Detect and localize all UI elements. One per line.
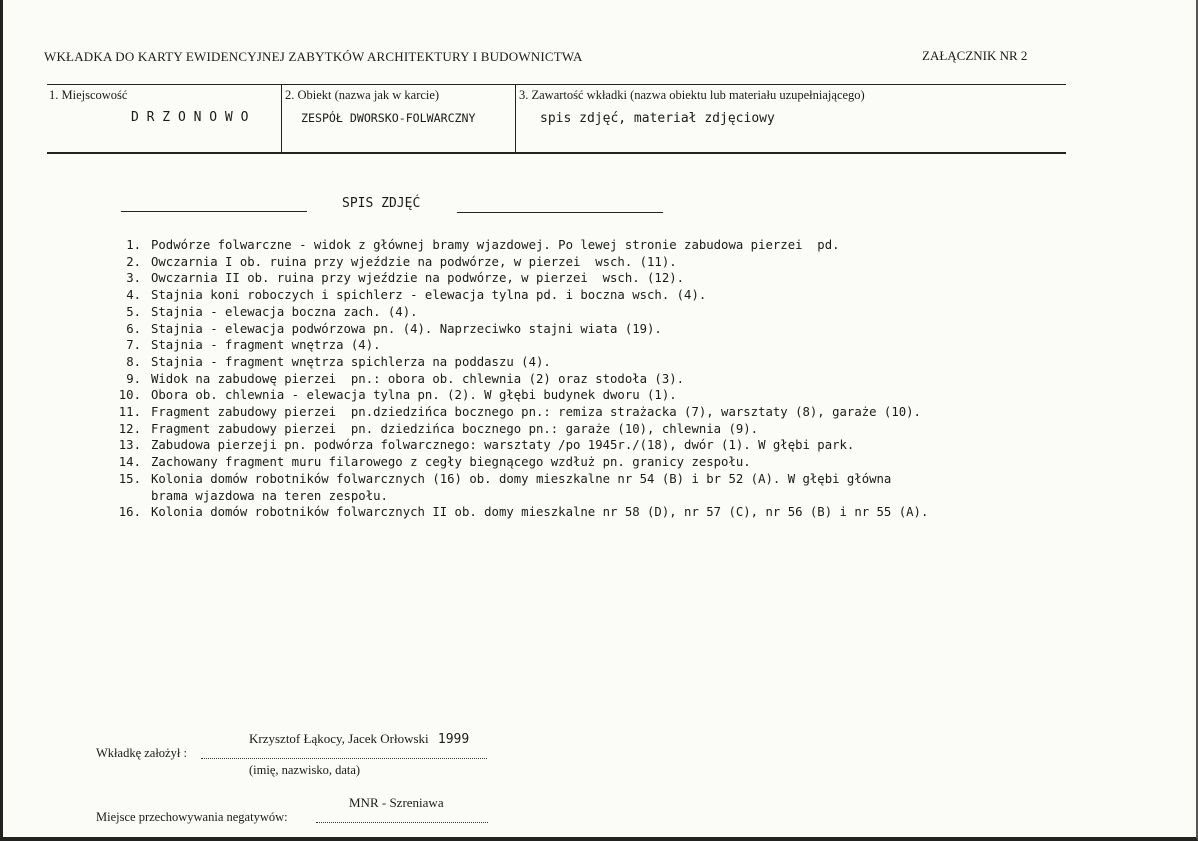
authors-year: 1999 [437, 732, 470, 747]
created-label: Wkładkę założył : [96, 746, 187, 760]
list-item [96, 270, 1096, 287]
item-number: 6. [126, 321, 141, 336]
item-text: Stajnia - fragment wnętrza (4). [151, 338, 381, 353]
item-text: Obora ob. chlewnia - elewacja tylna pn. (2). W głębi budynek dworu (1). [151, 388, 677, 403]
contents-value: spis zdjęć, materiał zdjęciowy [540, 111, 775, 126]
list-item [96, 404, 1096, 421]
item-text: Owczarnia II ob. ruina przy wjeździe na podwórze, w pierzei wsch. (12). [151, 271, 685, 286]
list-item [96, 254, 1096, 271]
list-item [96, 371, 1096, 388]
list-item [96, 354, 1096, 371]
item-text: Widok na zabudowę pierzei pn.: obora ob. chlewnia (2) oraz stodoła (3). [151, 371, 685, 386]
locality-label: 1. Miejscowość [49, 88, 128, 102]
item-number: 15. [118, 471, 141, 486]
authors-names: Krzysztof Łąkocy, Jacek Orłowski [249, 731, 429, 746]
item-number: 14. [118, 455, 141, 470]
list-item [96, 237, 1096, 254]
item-text: Fragment zabudowy pierzei pn.dziedzińca bocznego pn.: remiza strażacka (7), warsztaty (8), garaże (10). [151, 405, 921, 420]
section-rule-right [457, 212, 663, 213]
item-text: Zabudowa pierzeji pn. podwórza folwarcznego: warsztaty /po 1945r./(18), dwór (1). W głębi park. [151, 438, 855, 453]
locality-value: D R Z O N O W O [131, 110, 249, 125]
contents-label: 3. Zawartość wkładki (nazwa obiektu lub materiału uzupełniającego) [519, 88, 865, 102]
table-bottom-rule [47, 152, 1066, 154]
item-number: 4. [126, 288, 141, 303]
table-top-rule [47, 84, 1066, 85]
list-item [96, 387, 1096, 404]
item-number: 10. [118, 388, 141, 403]
created-dotted-line [201, 757, 487, 759]
created-hint: (imię, nazwisko, data) [249, 763, 361, 777]
item-text: Podwórze folwarczne - widok z głównej bramy wjazdowej. Po lewej stronie zabudowa pierzei pd. [151, 238, 840, 252]
item-number: 13. [118, 438, 141, 453]
object-value: ZESPÓŁ DWORSKO-FOLWARCZNY [301, 111, 476, 125]
item-text: Stajnia - elewacja boczna zach. (4). [151, 304, 418, 319]
item-number: 11. [118, 405, 141, 420]
item-number: 2. [126, 254, 141, 269]
table-divider-2 [515, 84, 516, 153]
item-text: Stajnia - fragment wnętrza spichlerza na poddaszu (4). [151, 354, 551, 369]
item-number: 16. [118, 505, 141, 520]
list-item [96, 471, 1096, 504]
list-item [96, 421, 1096, 438]
item-number: 3. [126, 271, 141, 286]
item-number: 7. [126, 338, 141, 353]
list-item [96, 304, 1096, 321]
table-divider-1 [281, 84, 282, 153]
list-item [96, 321, 1096, 338]
item-number: 9. [126, 371, 141, 386]
list-item [96, 437, 1096, 454]
storage-value: MNR - Szreniawa [349, 795, 444, 810]
section-rule-left [121, 211, 307, 212]
section-title: SPIS ZDJĘĆ [342, 196, 421, 211]
item-number: 5. [126, 304, 141, 319]
authors-value [249, 731, 469, 747]
item-text: Kolonia domów robotników folwarcznych II ob. domy mieszkalne nr 58 (D), nr 57 (C), nr 56 (B) i nr 55 (A). [151, 505, 929, 520]
photo-list [96, 237, 1096, 521]
item-text: Zachowany fragment muru filarowego z cegły biegnącego wzdłuż pn. granicy zespołu. [151, 455, 751, 470]
item-text: Fragment zabudowy pierzei pn. dziedzińca bocznego pn.: garaże (10), chlewnia (9). [151, 421, 759, 436]
list-item [96, 504, 1096, 521]
form-title: WKŁADKA DO KARTY EWIDENCYJNEJ ZABYTKÓW ARCHITEKTURY I BUDOWNICTWA [44, 49, 583, 64]
item-text: Stajnia koni roboczych i spichlerz - elewacja tylna pd. i boczna wsch. (4). [151, 288, 707, 303]
storage-label: Miejsce przechowywania negatywów: [96, 810, 288, 824]
list-item [96, 337, 1096, 354]
list-item [96, 454, 1096, 471]
item-number: 12. [118, 421, 141, 436]
annex-label: ZAŁĄCZNIK NR 2 [922, 48, 1028, 63]
item-text: Owczarnia I ob. ruina przy wjeździe na podwórze, w pierzei wsch. (11). [151, 254, 677, 269]
list-item [96, 287, 1096, 304]
item-number: 8. [126, 354, 141, 369]
storage-dotted-line [316, 821, 488, 823]
item-text: Kolonia domów robotników folwarcznych (16) ob. domy mieszkalne nr 54 (B) i br 52 (A). W głębi główna brama wjazdowa na teren zespołu. [151, 471, 892, 503]
object-label: 2. Obiekt (nazwa jak w karcie) [285, 88, 440, 102]
item-number: 1. [126, 238, 141, 252]
item-text: Stajnia - elewacja podwórzowa pn. (4). Naprzeciwko stajni wiata (19). [151, 321, 662, 336]
